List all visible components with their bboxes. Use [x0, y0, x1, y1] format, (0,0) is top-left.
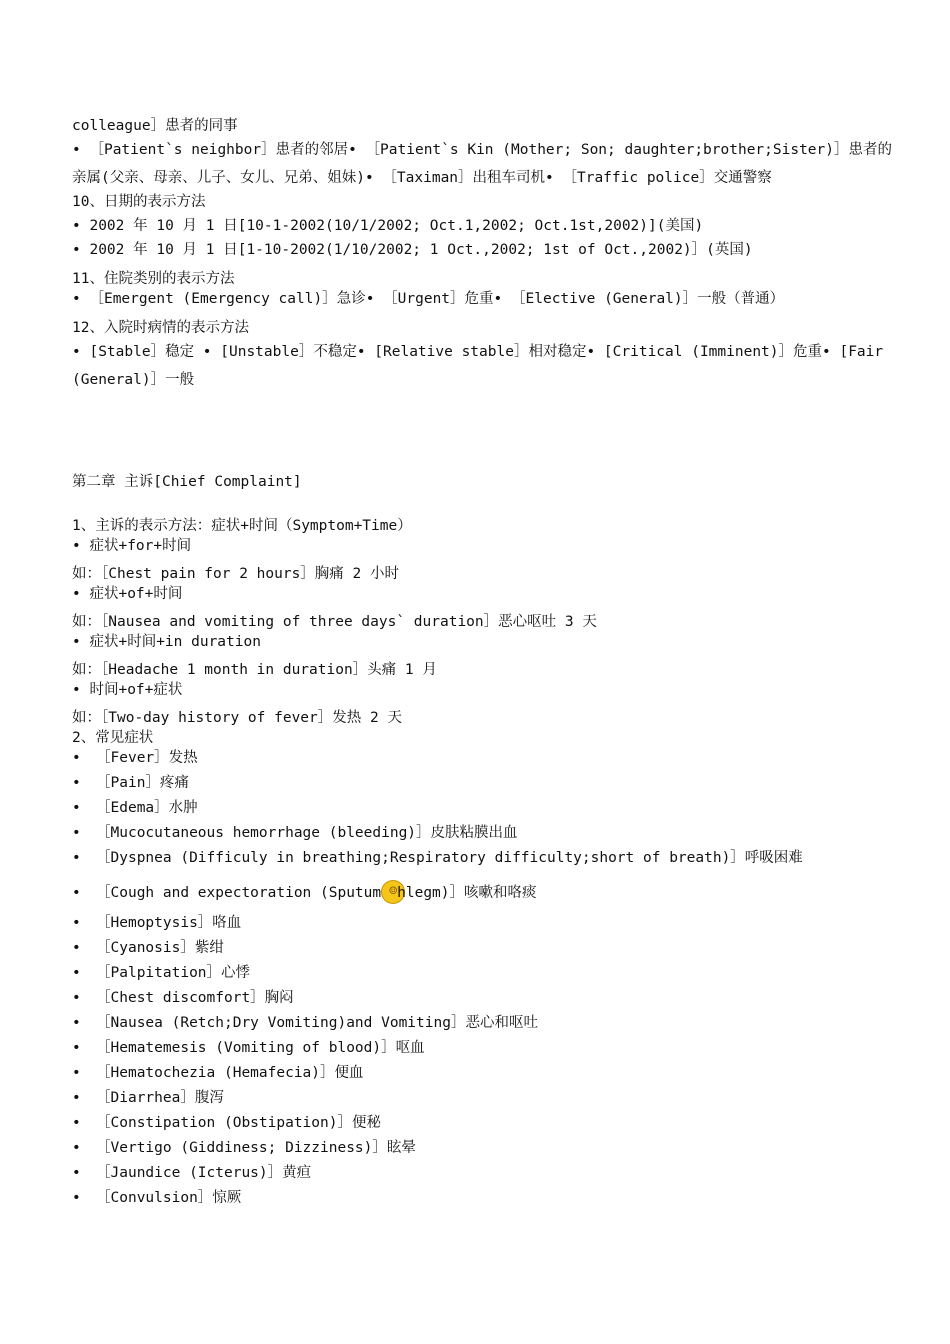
list-item: • ［Edema］水肿	[72, 800, 198, 816]
list-item: • ［Mucocutaneous hemorrhage (bleeding)］皮肤粘膜出血	[72, 825, 518, 841]
list-item: • ［Vertigo (Giddiness; Dizziness)］眩晕	[72, 1140, 416, 1156]
list-item: • ［Jaundice (Icterus)］黄疸	[72, 1165, 312, 1181]
list-item: • ［Chest discomfort］胸闷	[72, 990, 294, 1006]
list-item: • ［Dyspnea (Difficuly in breathing;Respiratory difficulty;short of breath)］呼吸困难	[72, 850, 803, 866]
example-4: 如：［Two-day history of fever］发热 2 天	[72, 710, 402, 726]
list-item: • ［Hemoptysis］咯血	[72, 915, 242, 931]
format-2: • 症状+of+时间	[72, 586, 183, 602]
list-item: • ［Cough and expectoration (Sputum ☺hlegm)］咳嗽和咯痰	[72, 873, 902, 913]
smiley-emoji-icon: ☺	[381, 880, 405, 904]
heading-10: 10、日期的表示方法	[72, 194, 206, 210]
document-page	[72, 116, 902, 1213]
list-item: • ［Palpitation］心悸	[72, 965, 251, 981]
list-item: • ［Cyanosis］紫绀	[72, 940, 224, 956]
chapter-title: 第二章 主诉[Chief Complaint]	[72, 474, 302, 490]
list-item: • ［Hematemesis (Vomiting of blood)］呕血	[72, 1040, 425, 1056]
list-item: • ［Nausea (Retch;Dry Vomiting)and Vomiting］恶心和呕吐	[72, 1015, 538, 1031]
symptoms-heading: 2、常见症状	[72, 730, 154, 746]
list-item: • ［Hematochezia (Hemafecia)］便血	[72, 1065, 364, 1081]
list-item: • ［Constipation (Obstipation)］便秘	[72, 1115, 381, 1131]
condition-types: • [Stable］稳定 • [Unstable］不稳定• [Relative stable］相对稳定• [Critical (Imminent)］危重• [Fair (General)］一般	[72, 344, 892, 388]
heading-11: 11、住院类别的表示方法	[72, 271, 235, 287]
relations-paragraph: • ［Patient`s neighbor］患者的邻居• ［Patient`s Kin (Mother; Son; daughter;brother;Sister)］患者的亲属(父亲、母亲、儿子、女儿、兄弟、姐妹)• ［Taximan］出租车司机• ［Traffic police］交通警察	[72, 142, 892, 186]
list-item: • ［Convulsion］惊厥	[72, 1190, 242, 1206]
date-us: • 2002 年 10 月 1 日[10-1-2002(10/1/2002; Oct.1,2002; Oct.1st,2002)](美国)	[72, 218, 704, 234]
list-item: • ［Pain］疼痛	[72, 775, 189, 791]
example-2: 如：［Nausea and vomiting of three days` duration］恶心呕吐 3 天	[72, 614, 597, 630]
admission-types: • ［Emergent (Emergency call)］急诊• ［Urgent］危重• ［Elective (General)］一般（普通）	[72, 291, 785, 307]
example-3: 如：［Headache 1 month in duration］头痛 1 月	[72, 662, 437, 678]
symptom-list	[72, 748, 902, 1208]
date-uk: • 2002 年 10 月 1 日[1-10-2002(1/10/2002; 1 Oct.,2002; 1st of Oct.,2002)］(英国)	[72, 242, 753, 258]
format-1: • 症状+for+时间	[72, 538, 192, 554]
format-3: • 症状+时间+in duration	[72, 634, 261, 650]
cc-heading: 1、主诉的表示方法：症状+时间（Symptom+Time）	[72, 518, 412, 534]
example-1: 如：［Chest pain for 2 hours］胸痛 2 小时	[72, 566, 399, 582]
continued-line: colleague］患者的同事	[72, 118, 238, 134]
heading-12: 12、入院时病情的表示方法	[72, 320, 249, 336]
format-4: • 时间+of+症状	[72, 682, 183, 698]
list-item: • ［Diarrhea］腹泻	[72, 1090, 224, 1106]
list-item: • ［Fever］发热	[72, 750, 198, 766]
